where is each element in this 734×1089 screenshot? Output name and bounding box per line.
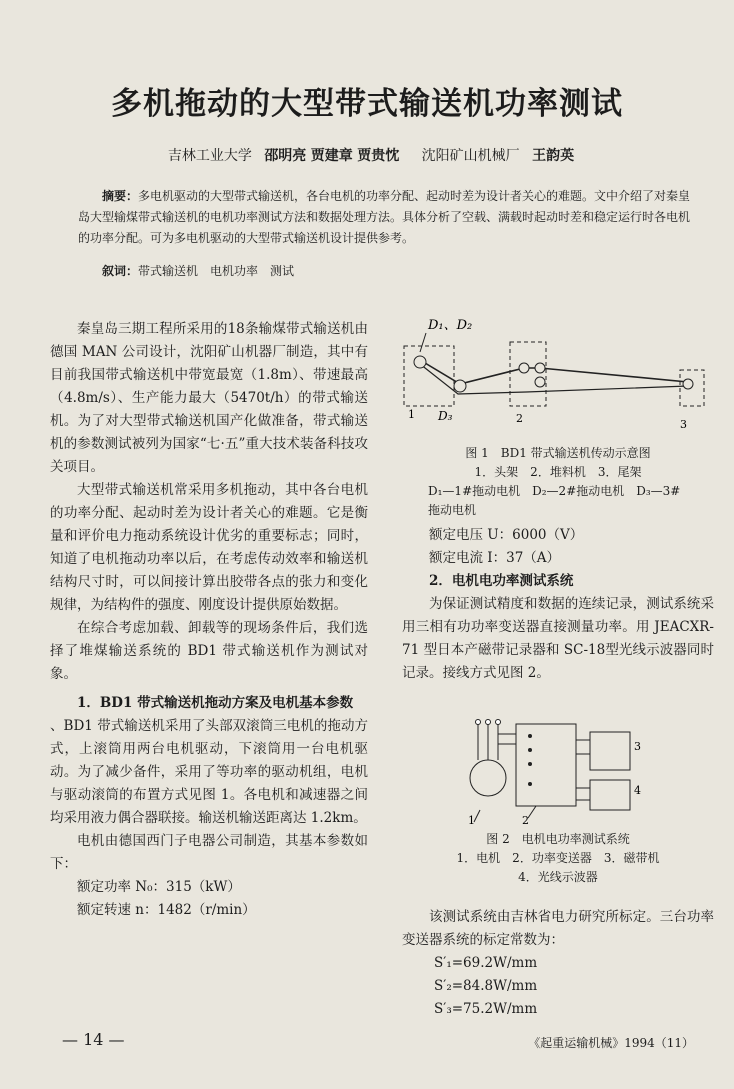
abstract (78, 186, 694, 249)
keywords-text: 带式输送机 电机功率 测试 (138, 264, 295, 278)
paragraph: 在综合考虑加载、卸载等的现场条件后，我们选择了堆煤输送系统的 BD1 带式输送机作为测试对象。 (50, 620, 368, 682)
figure-2-legend: 1．电机 2．功率变送器 3．磁带机 (456, 851, 660, 865)
contact (528, 762, 532, 766)
keywords-label: 叙词： (102, 264, 139, 278)
leader-line (528, 806, 536, 818)
affiliation-1: 吉林工业大学 (167, 148, 252, 164)
figure-1-legend: D₁—1#拖动电机 D₂—2#拖动电机 D₃—3# (428, 484, 681, 498)
figure-2-caption-block (402, 830, 714, 887)
oscillograph (590, 780, 630, 810)
figure-2-legend: 4．光线示波器 (518, 870, 598, 884)
fig1-number-2: 2 (516, 412, 523, 425)
drive-pulley-lower (454, 380, 466, 392)
parameter: 额定转速 n：1482（r/min） (77, 902, 256, 918)
power-transducer (516, 724, 576, 806)
fig1-number-1: 1 (408, 408, 415, 421)
pulley (519, 363, 529, 373)
keywords (102, 262, 294, 279)
fig1-label-d3: D₃ (438, 409, 453, 423)
figure-1-drive-diagram (398, 312, 714, 438)
figure-2-test-system (456, 714, 666, 826)
tail-pulley (683, 379, 693, 389)
terminal (476, 720, 481, 725)
affiliation-2: 沈阳矿山机械厂 (421, 148, 520, 164)
fig2-number-1: 1 (468, 814, 475, 826)
fig1-label-d1d2: D₁、D₂ (428, 318, 473, 333)
motor (470, 760, 506, 796)
right-column-top (402, 524, 714, 685)
contact (528, 734, 532, 738)
right-column-bottom (402, 906, 714, 1021)
fig2-number-2: 2 (522, 814, 529, 826)
calibration-constant: S′₁=69.2W/mm (434, 955, 538, 971)
author-name: 邵明亮 (264, 148, 307, 164)
contact (528, 782, 532, 786)
parameter: 额定电压 U：6000（V） (429, 527, 584, 543)
fig2-number-4: 4 (634, 784, 641, 797)
author-name: 贾建章 (310, 148, 353, 164)
figure-1-legend: 拖动电机 (428, 503, 477, 517)
pulley (535, 377, 545, 387)
section-heading: 1．BD1 带式输送机拖动方案及电机基本参数 (77, 695, 354, 711)
paragraph: 为保证测试精度和数据的连续记录，测试系统采用三相有功功率变送器直接测量功率。用 JEACXR-71 型日本产磁带记录器和 SC-18型光线示波器同时记录。接线方式见图 2。 (402, 596, 714, 681)
tape-recorder (590, 732, 630, 770)
journal-name: 《起重运输机械》1994（11） (528, 1036, 694, 1050)
parameter: 额定电流 I：37（A） (429, 550, 561, 566)
left-column (50, 318, 368, 922)
paragraph: 秦皇岛三期工程所采用的18条输煤带式输送机由德国 MAN 公司设计，沈阳矿山机器厂制造，其中有目前我国带式输送机中带宽最宽（1.8m）、带速最高（4.8m/s）、生产能力最大（5470t/h）的带式输送机。为了对大型带式输送机国产化做准备，带式输送机的参数测试被列为国家“七·五”重大技术装备科技攻关项目。 (50, 321, 368, 475)
author-name: 贾贵忱 (357, 148, 400, 164)
contact (528, 748, 532, 752)
paragraph: 、BD1 带式输送机采用了头部双滚筒三电机的拖动方式，上滚筒用两台电机驱动，下滚筒用一台电机驱动。为了减少备件，采用了等功率的驱动机组，电机与驱动滚筒的布置方式见图 1。各电机和减速器之间均采用液力偶合器联接。输送机输送距离达 1.2km。 (50, 718, 368, 826)
figure-1-caption-block (402, 444, 714, 520)
figure-1-caption: 图 1 BD1 带式输送机传动示意图 (465, 446, 651, 460)
calibration-constant: S′₃=75.2W/mm (434, 1001, 538, 1017)
figure-1-legend: 1．头架 2．堆料机 3．尾架 (474, 465, 642, 479)
abstract-label: 摘要： (102, 189, 139, 203)
article-title: 多机拖动的大型带式输送机功率测试 (111, 86, 623, 122)
author-name: 王韵英 (532, 148, 575, 164)
drive-pulley-upper (414, 356, 426, 368)
abstract-text: 多电机驱动的大型带式输送机，各台电机的功率分配、起动时差为设计者关心的难题。文中介绍了对秦皇岛大型输煤带式输送机的电机功率测试方法和数据处理方法。具体分析了空载、满载时起动时差和稳定运行时各电机的功率分配。可为多电机驱动的大型带式输送机设计提供参考。 (78, 189, 691, 245)
tail-frame (680, 370, 704, 406)
paragraph: 大型带式输送机常采用多机拖动，其中各台电机的功率分配、起动时差为设计者关心的难题。它是衡量和评价电力拖动系统设计优劣的重要标志；同时，知道了电机拖动功率以后，在考虑传动效率和输送机结构尺寸时，可以间接计算出胶带各点的张力和变化规律，为结构件的强度、刚度设计提供原始数据。 (50, 482, 368, 613)
fig1-number-3: 3 (680, 418, 687, 431)
fig2-number-3: 3 (634, 740, 641, 753)
terminal (486, 720, 491, 725)
author-line (0, 145, 734, 165)
terminal (496, 720, 501, 725)
paragraph: 该测试系统由吉林省电力研究所标定。三台功率变送器系统的标定常数为： (402, 909, 714, 948)
page-number: — 14 — (62, 1030, 125, 1049)
paragraph: 电机由德国西门子电器公司制造，其基本参数如下： (50, 833, 368, 872)
leader-line (420, 333, 426, 352)
parameter: 额定功率 N₀：315（kW） (77, 879, 241, 895)
figure-2-caption: 图 2 电机电功率测试系统 (486, 832, 630, 846)
calibration-constant: S′₂=84.8W/mm (434, 978, 538, 994)
stacker-frame (510, 342, 546, 406)
section-heading: 2．电机电功率测试系统 (429, 573, 574, 589)
pulley (535, 363, 545, 373)
